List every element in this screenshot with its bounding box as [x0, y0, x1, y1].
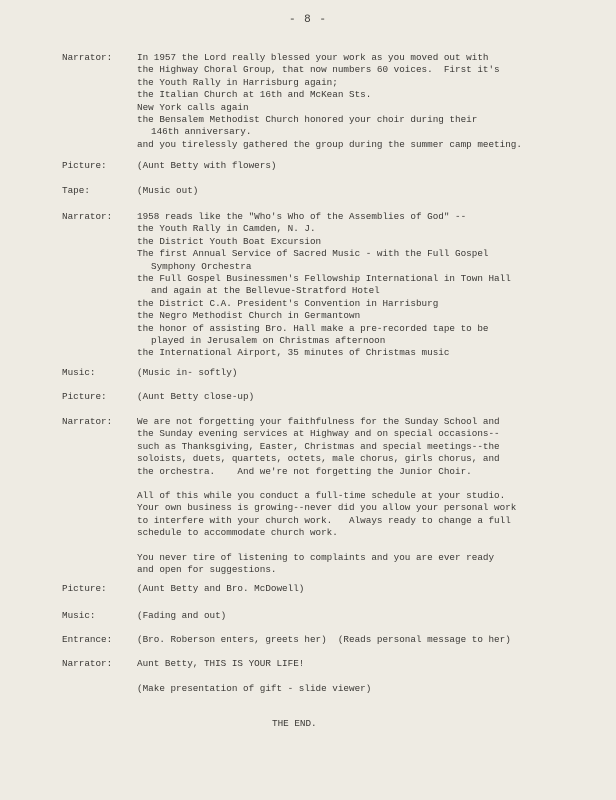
text-line: We are not forgetting your faithfulness for the Sunday School and [137, 416, 500, 427]
text-line: (Aunt Betty close-up) [137, 391, 255, 402]
text-line: (Aunt Betty with flowers) [137, 160, 277, 171]
speaker-label: Picture: [62, 160, 107, 171]
text-line: New York calls again [137, 101, 249, 113]
text-line: All of this while you conduct a full-time schedule at your studio. [137, 490, 506, 502]
text-line: Your own business is growing--never did you allow your personal work [137, 502, 517, 514]
text-line: the District Youth Boat Excursion [137, 235, 322, 247]
paragraph [137, 490, 587, 540]
text-line: the Italian Church at 16th and McKean Sts. [137, 89, 372, 101]
speaker-label: Picture: [62, 391, 107, 402]
text-line: the honor of assisting Bro. Hall make a pre-recorded tape to be [137, 322, 489, 334]
text-line: Aunt Betty, THIS IS YOUR LIFE! [137, 658, 305, 669]
text-line: the Youth Rally in Camden, N. J. [137, 223, 316, 235]
entry-text [137, 211, 587, 360]
speaker-label: Narrator: [62, 211, 113, 222]
page-number: - 8 - [288, 14, 327, 26]
entry-text [137, 634, 587, 646]
end-marker: THE END. [272, 718, 317, 729]
entry-text [137, 52, 587, 151]
entry-text [137, 683, 587, 695]
text-line: 1958 reads like the "Who's Who of the Assemblies of God" -- [137, 211, 467, 222]
entry-text [137, 391, 587, 403]
text-line: the Bensalem Methodist Church honored your choir during their [137, 114, 478, 126]
text-line: (Aunt Betty and Bro. McDowell) [137, 583, 305, 594]
entry-text [137, 658, 587, 670]
text-line: In 1957 the Lord really blessed your work as you moved out with [137, 52, 489, 63]
text-line: (Music out) [137, 185, 199, 196]
entry-text [137, 583, 587, 595]
entry-text [137, 416, 587, 588]
speaker-label: Music: [62, 367, 96, 378]
text-line: (Bro. Roberson enters, greets her) (Reads personal message to her) [137, 634, 511, 645]
speaker-label: Music: [62, 610, 96, 621]
text-line: The first Annual Service of Sacred Music - with the Full Gospel [137, 248, 489, 260]
text-line: schedule to accommodate church work. [137, 527, 338, 539]
text-line: soloists, duets, quartets, octets, male chorus, girls chorus, and [137, 453, 500, 465]
text-line: the orchestra. And we're not forgetting the Junior Choir. [137, 465, 472, 477]
text-line: the Negro Methodist Church in Germantown [137, 310, 361, 322]
text-line: (Make presentation of gift - slide viewer) [137, 683, 372, 694]
speaker-label: Narrator: [62, 658, 113, 669]
speaker-label: Narrator: [62, 52, 113, 63]
text-line: (Fading and out) [137, 610, 227, 621]
text-line: the Highway Choral Group, that now numbers 60 voices. First it's [137, 64, 500, 76]
paragraph [137, 552, 587, 577]
text-line: and open for suggestions. [137, 564, 277, 576]
text-line: to interfere with your church work. Always ready to change a full [137, 514, 511, 526]
entry-text [137, 610, 587, 622]
text-line: the Sunday evening services at Highway and on special occasions-- [137, 428, 500, 440]
text-line: the Youth Rally in Harrisburg again; [137, 76, 338, 88]
text-line: the International Airport, 35 minutes of Christmas music [137, 347, 450, 359]
text-line: Symphony Orchestra [151, 260, 252, 272]
text-line: and again at the Bellevue-Stratford Hotel [151, 285, 380, 297]
text-line: such as Thanksgiving, Easter, Christmas and special meetings--the [137, 440, 500, 452]
text-line: the District C.A. President's Convention in Harrisburg [137, 297, 439, 309]
text-line: 146th anniversary. [151, 126, 252, 138]
entry-text [137, 367, 587, 379]
text-line: the Full Gospel Businessmen's Fellowship International in Town Hall [137, 273, 511, 285]
text-line: (Music in- softly) [137, 367, 238, 378]
paragraph [137, 416, 587, 478]
speaker-label: Tape: [62, 185, 90, 196]
text-line: and you tirelessly gathered the group during the summer camp meeting. [137, 138, 522, 150]
text-line: You never tire of listening to complaints and you are ever ready [137, 551, 495, 563]
speaker-label: Entrance: [62, 634, 113, 645]
speaker-label: Narrator: [62, 416, 113, 427]
speaker-label: Picture: [62, 583, 107, 594]
text-line: played in Jerusalem on Christmas afternoon [151, 335, 386, 347]
entry-text [137, 160, 587, 172]
entry-text [137, 185, 587, 197]
